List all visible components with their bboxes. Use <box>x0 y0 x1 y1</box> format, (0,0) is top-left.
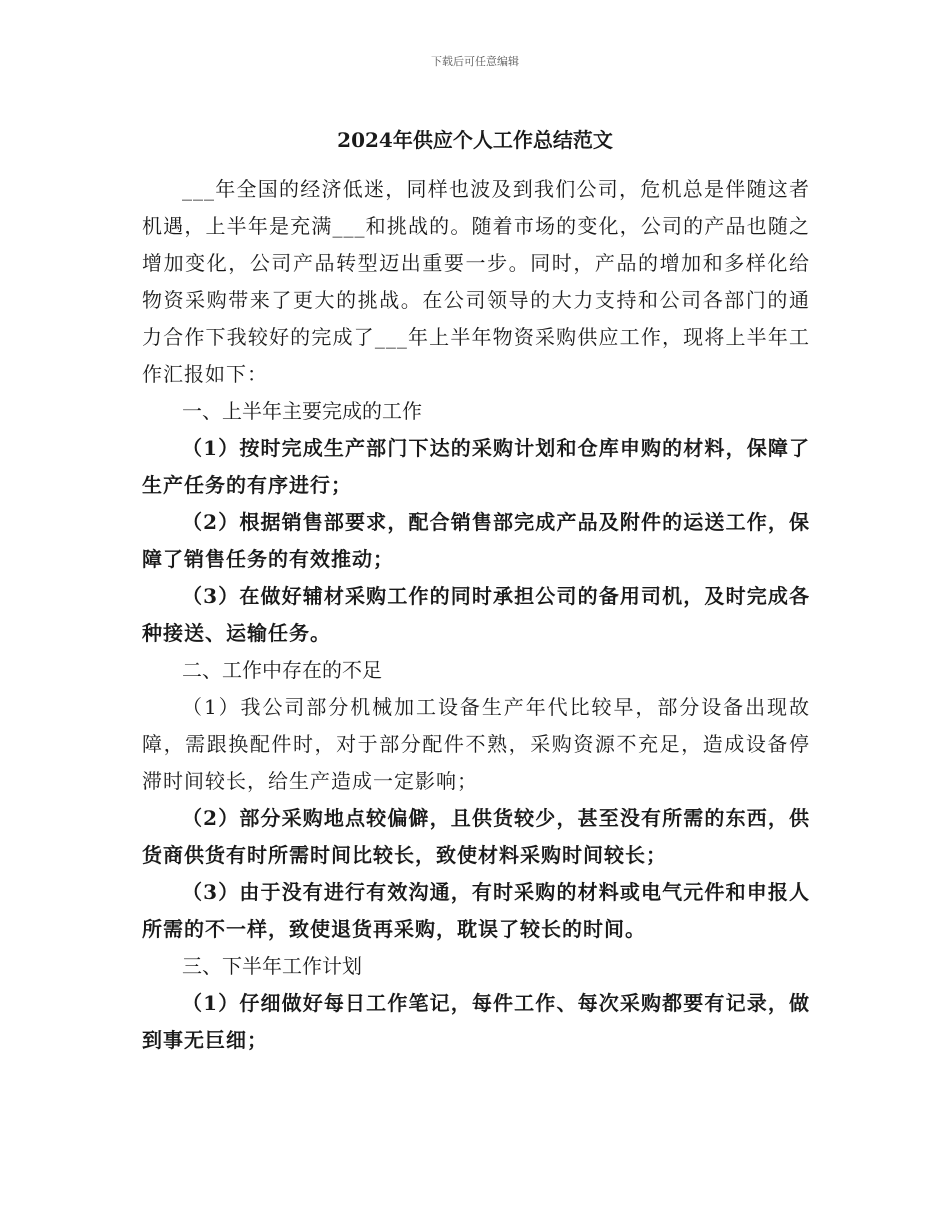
document-title: 2024年供应个人工作总结范文 <box>337 128 613 152</box>
list-item: （2）部分采购地点较偏僻，且供货较少，甚至没有所需的东西，供货商供货有时所需时间比较长，致使材料采购时间较长； <box>142 806 810 867</box>
intro-paragraph: ___年全国的经济低迷，同样也波及到我们公司，危机总是伴随这者机遇，上半年是充满___和挑战的。随着市场的变化，公司的产品也随之增加变化，公司产品转型迈出重要一步。同时，产品的增加和多样化给物资采购带来了更大的挑战。在公司领导的大力支持和公司各部门的通力合作下我较好的完成了___年上半年物资采购供应工作，现将上半年工作汇报如下： <box>142 177 810 386</box>
list-item: （1）仔细做好每日工作笔记，每件工作、每次采购都要有记录，做到事无巨细； <box>142 991 810 1052</box>
document-body <box>142 171 810 1059</box>
section-heading: 三、下半年工作计划 <box>182 954 362 978</box>
page-header: 下载后可任意编辑 <box>431 55 519 68</box>
list-item: （3）由于没有进行有效沟通，有时采购的材料或电气元件和申报人所需的不一样，致使退货再采购，耽误了较长的时间。 <box>142 880 810 941</box>
list-item: （2）根据销售部要求，配合销售部完成产品及附件的运送工作，保障了销售任务的有效推动； <box>142 510 810 571</box>
list-item: （1）我公司部分机械加工设备生产年代比较早，部分设备出现故障，需跟换配件时，对于部分配件不熟，采购资源不充足，造成设备停滞时间较长，给生产造成一定影响； <box>142 695 810 793</box>
list-item: （3）在做好辅材采购工作的同时承担公司的备用司机，及时完成各种接送、运输任务。 <box>142 584 810 645</box>
list-item: （1）按时完成生产部门下达的采购计划和仓库申购的材料，保障了生产任务的有序进行； <box>142 436 810 497</box>
section-heading: 一、上半年主要完成的工作 <box>182 399 422 423</box>
section-heading: 二、工作中存在的不足 <box>182 658 382 682</box>
